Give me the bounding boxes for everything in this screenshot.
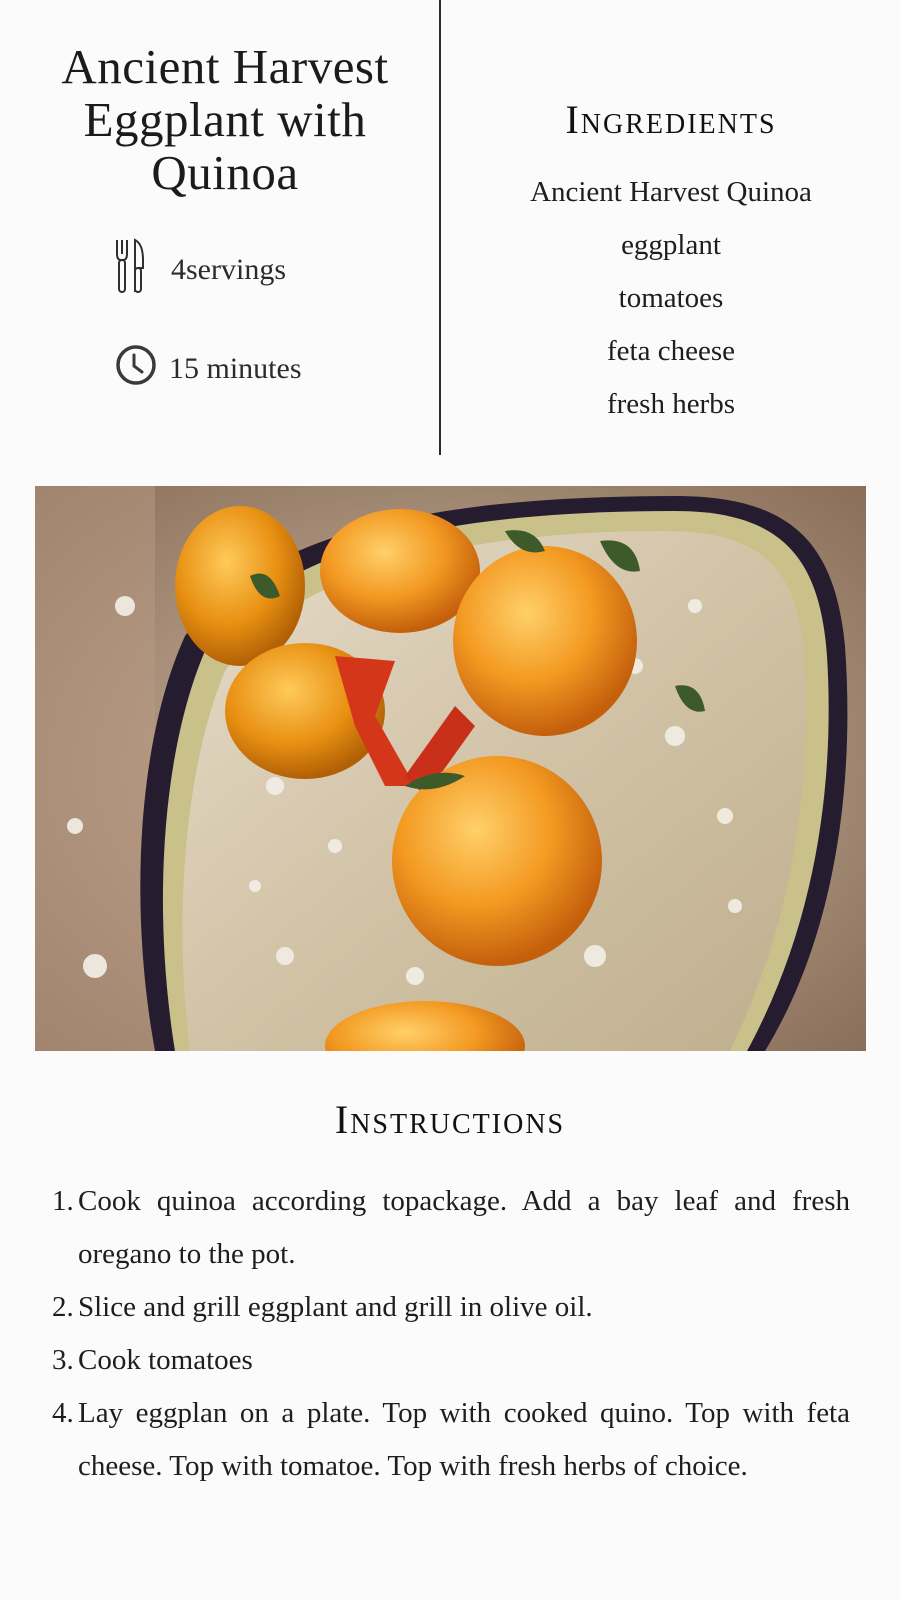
instruction-step: [52, 1281, 850, 1334]
ingredient-item: tomatoes: [618, 282, 724, 314]
instruction-step: [52, 1175, 850, 1281]
servings-text: 4servings: [171, 253, 286, 286]
time-row: [115, 344, 302, 394]
step-text: Lay eggplan on a plate. Top with cooked quino. Top with feta cheese. Top with tomatoe. Top with fresh herbs of choice.: [78, 1397, 850, 1482]
ingredient-item: Ancient Harvest Quinoa: [530, 176, 812, 208]
instruction-step: [52, 1334, 850, 1387]
fork-knife-icon: [115, 238, 145, 302]
step-text: Cook quinoa according topackage. Add a bay leaf and fresh oregano to the pot.: [78, 1185, 850, 1270]
ingredients-section: [442, 0, 900, 455]
ingredient-item: feta cheese: [607, 335, 735, 367]
instruction-step: [52, 1387, 850, 1493]
recipe-photo: [35, 486, 866, 1051]
step-number: 4.: [52, 1397, 74, 1429]
clock-icon: [115, 344, 157, 394]
step-text: Slice and grill eggplant and grill in olive oil.: [78, 1291, 593, 1323]
step-text: Cook tomatoes: [78, 1344, 253, 1376]
recipe-header: [0, 0, 900, 460]
ingredients-heading: Ingredients: [565, 97, 777, 142]
time-text: 15 minutes: [169, 352, 302, 385]
step-number: 1.: [52, 1185, 74, 1217]
recipe-title: Ancient Harvest Eggplant with Quinoa: [61, 39, 389, 200]
step-number: 3.: [52, 1344, 74, 1376]
step-number: 2.: [52, 1291, 74, 1323]
ingredient-item: fresh herbs: [606, 388, 736, 420]
instructions-heading: Instructions: [334, 1097, 566, 1142]
recipe-summary: [0, 0, 440, 455]
instructions-list: [52, 1175, 850, 1493]
ingredients-list: [442, 166, 900, 431]
column-divider: [439, 0, 441, 455]
servings-row: [115, 238, 286, 302]
ingredient-item: eggplant: [621, 229, 721, 261]
